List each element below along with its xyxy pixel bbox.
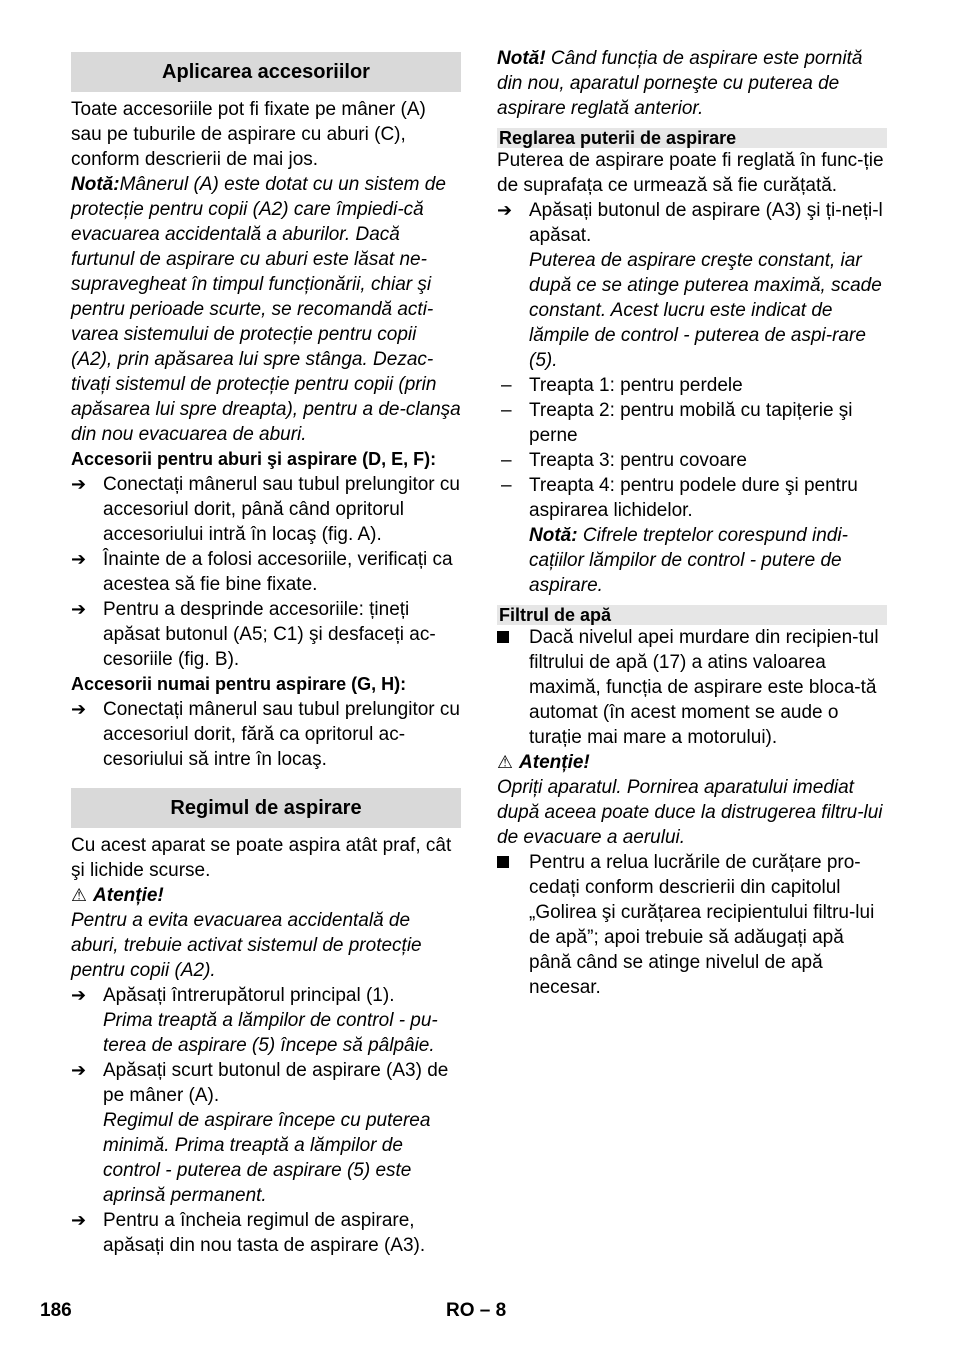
arrow-right-icon: ➔	[71, 474, 87, 494]
arrow-right-icon: ➔	[71, 599, 87, 619]
step-text: Apăsați scurt butonul de aspirare (A3) de pe mâner (A).	[103, 1060, 449, 1106]
step-text: Conectați mânerul sau tubul prelungitor cu accesoriul dorit, până când opritorul accesoriului intră în locaş (fig. A).	[103, 474, 460, 545]
warning-heading	[71, 883, 461, 908]
warning-text: Pentru a evita evacuarea accidentală de aburi, trebuie activat sistemul de protecție pentru copii (A2).	[71, 910, 422, 981]
warning-heading	[497, 750, 887, 775]
step-text: Apăsați întrerupătorul principal (1).	[103, 985, 395, 1006]
arrow-right-icon: ➔	[71, 985, 87, 1005]
note-label: Notă!	[497, 48, 546, 69]
paragraph-vacuum-intro: Cu acest aparat se poate aspira atât praf, cât şi lichide scurse.	[71, 835, 452, 881]
step-result: Puterea de aspirare creşte constant, iar după ce se atinge puterea maximă, scade constant. Acest lucru este indicat de lămpile de control - puterea de aspi-rare (5).	[529, 250, 882, 371]
step-text: Pentru a desprinde accesoriile: țineți apăsat butonul (A5; C1) şi desfaceți ac-cesoriile (fig. B).	[103, 599, 436, 670]
step-text: Pentru a încheia regimul de aspirare, apăsați din nou tasta de aspirare (A3).	[103, 1210, 426, 1256]
square-bullet-icon	[497, 850, 521, 875]
step-item	[71, 697, 461, 772]
level-text: Treapta 3: pentru covoare	[529, 450, 747, 471]
level-item	[497, 473, 887, 598]
arrow-right-icon: ➔	[71, 1060, 87, 1080]
level-text: Treapta 1: pentru perdele	[529, 375, 743, 396]
step-text: Conectați mânerul sau tubul prelungitor cu accesoriul dorit, fără ca opritorul ac-cesoriului să intre în locaş.	[103, 699, 460, 770]
section-heading-suction-power: Reglarea puterii de aspirare	[497, 128, 887, 148]
step-item	[497, 198, 887, 373]
language-page-label: RO – 8	[446, 1300, 507, 1321]
subheading-vacuum-accessories: Accesorii numai pentru aspirare (G, H):	[71, 674, 407, 694]
section-heading-accessories: Aplicarea accesoriilor	[71, 52, 461, 92]
step-result: Regimul de aspirare începe cu puterea minimă. Prima treaptă a lămpilor de control - puterea de aspirare (5) este aprinsă permanent.	[103, 1110, 431, 1206]
warning-label: Atenție!	[519, 752, 590, 773]
level-text: Treapta 4: pentru podele dure şi pentru aspirarea lichidelor.	[529, 475, 858, 521]
note-label: Notă:	[71, 174, 120, 195]
note-label: Notă:	[529, 525, 578, 546]
warning-text: Opriți aparatul. Pornirea aparatului imediat după aceea poate duce la distrugerea filtru-lui de evacuare a aerului.	[497, 777, 883, 848]
note-child-lock	[71, 172, 461, 447]
arrow-right-icon: ➔	[71, 549, 87, 569]
level-item	[497, 398, 887, 448]
bullet-text: Pentru a relua lucrările de curățare pro-cedați conform descrierii din capitolul „Golirea şi curățarea recipientului filtru-lui de apă”; apoi trebuie să adăugați apă până când se atinge nivelul de apă necesar.	[529, 852, 875, 998]
bullet-item	[497, 850, 887, 1000]
arrow-right-icon: ➔	[71, 699, 87, 719]
step-result: Prima treaptă a lămpilor de control - pu-terea de aspirare (5) începe să pâlpâie.	[103, 1010, 438, 1056]
paragraph-suction-power: Puterea de aspirare poate fi reglată în func-ție de suprafața ce urmează să fie curățată.	[497, 150, 884, 196]
arrow-right-icon: ➔	[497, 200, 513, 220]
warning-triangle-icon: ⚠	[497, 752, 514, 772]
dash-bullet: –	[501, 450, 512, 471]
page-number: 186	[40, 1300, 72, 1321]
arrow-right-icon: ➔	[71, 1210, 87, 1230]
note-levels	[529, 523, 887, 598]
bullet-text: Dacă nivelul apei murdare din recipien-tul filtrului de apă (17) a atins valoarea maximă, funcția de aspirare este bloca-tă automat (în acest moment se aude o turație mai mare a motorului).	[529, 627, 879, 748]
step-text: Apăsați butonul de aspirare (A3) şi ți-neți-l apăsat.	[529, 200, 883, 246]
square-bullet-icon	[497, 625, 521, 650]
section-heading-vacuum-mode: Regimul de aspirare	[71, 788, 461, 828]
level-text: Treapta 2: pentru mobilă cu tapițerie şi perne	[529, 400, 853, 446]
warning-label: Atenție!	[93, 885, 164, 906]
level-item	[497, 448, 887, 473]
note-text: Cifrele treptelor corespund indi-cațiilor lămpilor de control - putere de aspirare.	[529, 525, 848, 596]
step-item	[71, 1208, 461, 1258]
note-text: Mânerul (A) este dotat cu un sistem de protecție pentru copii (A2) care împiedi-că evacuarea accidentală a aburilor. Dacă furtunul de aspirare cu aburi este lăsat ne-supravegheat în timpul funcționării, chiar şi pentru perioade scurte, se recomandă acti-varea sistemului de protecție pentru copii (A2), prin apăsarea lui spre stânga. Dezac-tivați sistemul de protecție pentru copii (prin apăsarea lui spre dreapta), pentru a de-clanşa din nou evacuarea de aburi.	[71, 174, 461, 445]
dash-bullet: –	[501, 375, 512, 396]
section-heading-water-filter: Filtrul de apă	[497, 605, 887, 625]
right-column	[497, 46, 887, 1000]
step-item	[71, 1058, 461, 1208]
warning-triangle-icon: ⚠	[71, 885, 88, 905]
dash-bullet: –	[501, 400, 512, 421]
left-column	[71, 46, 461, 1258]
step-text: Înainte de a folosi accesoriile, verificați ca acestea să fie bine fixate.	[103, 549, 453, 595]
step-item	[71, 547, 461, 597]
dash-bullet: –	[501, 475, 512, 496]
step-item	[71, 597, 461, 672]
bullet-item	[497, 625, 887, 750]
step-item	[71, 983, 461, 1058]
paragraph-accessories-intro: Toate accesoriile pot fi fixate pe mâner (A) sau pe tuburile de aspirare cu aburi (C), conform descrierii de mai jos.	[71, 99, 426, 170]
note-restart	[497, 46, 887, 121]
note-text: Când funcția de aspirare este pornită din nou, aparatul porneşte cu puterea de aspirare reglată anterior.	[497, 48, 863, 119]
subheading-steam-accessories: Accesorii pentru aburi şi aspirare (D, E, F):	[71, 449, 437, 469]
level-item	[497, 373, 887, 398]
step-item	[71, 472, 461, 547]
